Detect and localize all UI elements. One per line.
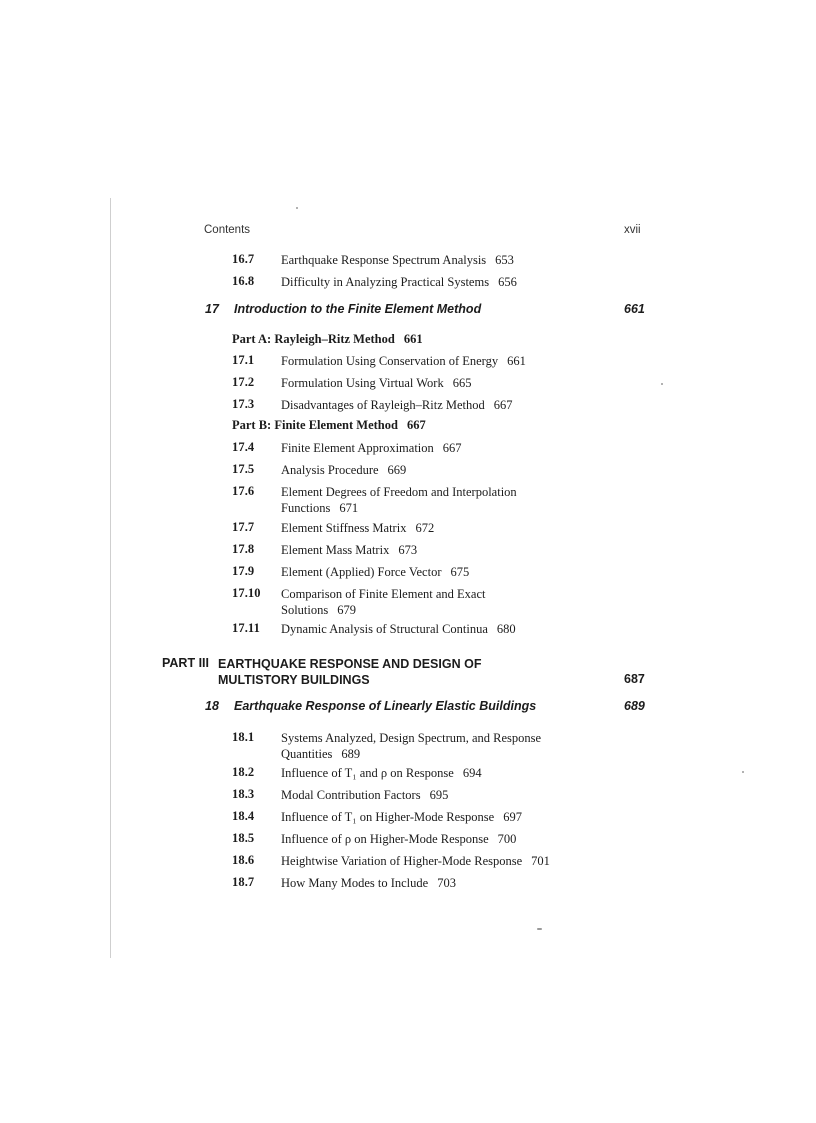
toc-entry-page: 665 [452,376,472,390]
toc-entry-page: 700 [497,832,517,846]
toc-entry-title: Element (Applied) Force Vector [281,565,442,579]
part-heading[interactable] [232,332,423,347]
toc-entry-number: 16.8 [232,274,255,288]
toc-entry-title: Difficulty in Analyzing Practical Systems [281,275,490,289]
toc-entry[interactable] [281,853,550,869]
toc-entry-page: 661 [507,354,526,368]
scan-gutter-line [110,198,111,958]
toc-entry-page: 695 [429,788,449,802]
toc-entry-page: 669 [387,463,407,477]
toc-entry-page: 672 [415,521,435,535]
scan-speck [661,383,663,385]
toc-entry-title-line1: Element Degrees of Freedom and Interpolation [281,485,517,499]
toc-entry[interactable] [281,484,517,516]
toc-entry[interactable] [281,542,417,558]
toc-entry-title: Element Mass Matrix [281,543,390,557]
toc-entry-page: 671 [339,501,359,515]
toc-entry[interactable] [281,353,526,369]
part-title-line2: MULTISTORY BUILDINGS [218,673,370,687]
toc-entry[interactable] [281,831,516,847]
toc-entry-number: 17.4 [232,440,255,454]
chapter-page: 661 [624,302,645,316]
toc-entry-title: Formulation Using Conservation of Energy [281,354,499,368]
part-heading-page: 667 [406,418,426,432]
toc-entry-number: 18.5 [232,831,255,845]
toc-entry-title: Formulation Using Virtual Work [281,376,444,390]
part-page: 687 [624,672,645,686]
toc-entry-number: 17.9 [232,564,255,578]
part-heading-title: Part B: Finite Element Method [232,418,398,432]
toc-entry[interactable] [281,809,522,825]
toc-entry-page: 689 [341,747,361,761]
chapter-number: 18 [205,699,219,713]
toc-entry[interactable] [281,440,462,456]
toc-entry-page: 697 [503,810,522,824]
toc-entry-title: Modal Contribution Factors [281,788,421,802]
toc-entry[interactable] [281,787,448,803]
toc-entry-page: 675 [450,565,470,579]
toc-entry-page: 673 [398,543,418,557]
toc-entry-number: 17.5 [232,462,255,476]
toc-entry-title-line2: Solutions [281,603,329,617]
toc-entry-number: 17.10 [232,586,261,600]
scan-speck [296,207,298,209]
part-heading-page: 661 [403,332,423,346]
part-heading[interactable] [232,418,426,433]
toc-entry-number: 18.2 [232,765,255,779]
toc-entry-number: 16.7 [232,252,255,266]
scan-speck [537,928,542,930]
toc-entry[interactable] [281,564,469,580]
toc-entry-number: 17.1 [232,353,255,367]
toc-entry[interactable] [281,586,485,618]
chapter-title[interactable]: Introduction to the Finite Element Method [234,302,482,316]
toc-entry-page: 653 [495,253,514,267]
toc-entry-title: Element Stiffness Matrix [281,521,407,535]
toc-entry[interactable] [281,375,471,391]
toc-entry-title: Finite Element Approximation [281,441,434,455]
toc-entry-title: Influence of ρ on Higher-Mode Response [281,832,489,846]
toc-entry-title-line1: Comparison of Finite Element and Exact [281,587,486,601]
toc-entry[interactable] [281,730,541,762]
toc-entry-title: Earthquake Response Spectrum Analysis [281,253,487,267]
toc-entry-number: 18.1 [232,730,255,744]
toc-entry-title: Influence of T₁ on Higher-Mode Response [281,810,495,824]
toc-entry-page: 701 [531,854,550,868]
scan-speck [742,771,744,773]
toc-entry-title: Disadvantages of Rayleigh–Ritz Method [281,398,485,412]
toc-entry[interactable] [281,397,513,413]
toc-entry-number: 17.2 [232,375,255,389]
toc-entry-page: 667 [442,441,462,455]
toc-entry-page: 703 [437,876,456,890]
toc-entry-number: 17.11 [232,621,260,635]
part-heading-title: Part A: Rayleigh–Ritz Method [232,332,395,346]
toc-entry-title-line2: Functions [281,501,331,515]
toc-entry[interactable] [281,520,434,536]
toc-entry-number: 18.3 [232,787,255,801]
toc-entry[interactable] [281,875,456,891]
toc-entry[interactable] [281,621,516,637]
part-title[interactable] [218,656,481,688]
toc-entry-number: 18.4 [232,809,255,823]
toc-entry-title: Dynamic Analysis of Structural Continua [281,622,488,636]
part-label: PART III [162,656,209,670]
toc-entry-number: 18.7 [232,875,255,889]
toc-entry-title-line2: Quantities [281,747,333,761]
toc-entry-page: 656 [498,275,517,289]
toc-entry[interactable] [281,252,514,268]
toc-entry-title-line1: Systems Analyzed, Design Spectrum, and Response [281,731,542,745]
chapter-page: 689 [624,699,645,713]
toc-entry-page: 667 [493,398,513,412]
running-head-page-number: xvii [624,224,641,236]
chapter-number: 17 [205,302,219,316]
toc-entry-title: Analysis Procedure [281,463,379,477]
toc-entry-page: 694 [462,766,482,780]
chapter-title[interactable]: Earthquake Response of Linearly Elastic Buildings [234,699,537,713]
toc-entry-number: 17.8 [232,542,255,556]
toc-entry-number: 18.6 [232,853,255,867]
toc-entry[interactable] [281,274,517,290]
toc-entry-number: 17.6 [232,484,255,498]
toc-entry-page: 679 [337,603,356,617]
toc-entry-title: How Many Modes to Include [281,876,429,890]
toc-entry-title: Influence of T₁ and ρ on Response [281,766,454,780]
toc-entry-page: 680 [496,622,516,636]
toc-entry[interactable] [281,462,406,478]
toc-entry-number: 17.3 [232,397,255,411]
toc-entry[interactable] [281,765,482,781]
toc-entry-title: Heightwise Variation of Higher-Mode Response [281,854,523,868]
part-title-line1: EARTHQUAKE RESPONSE AND DESIGN OF [218,657,482,671]
running-head-left: Contents [204,224,251,236]
toc-entry-number: 17.7 [232,520,255,534]
